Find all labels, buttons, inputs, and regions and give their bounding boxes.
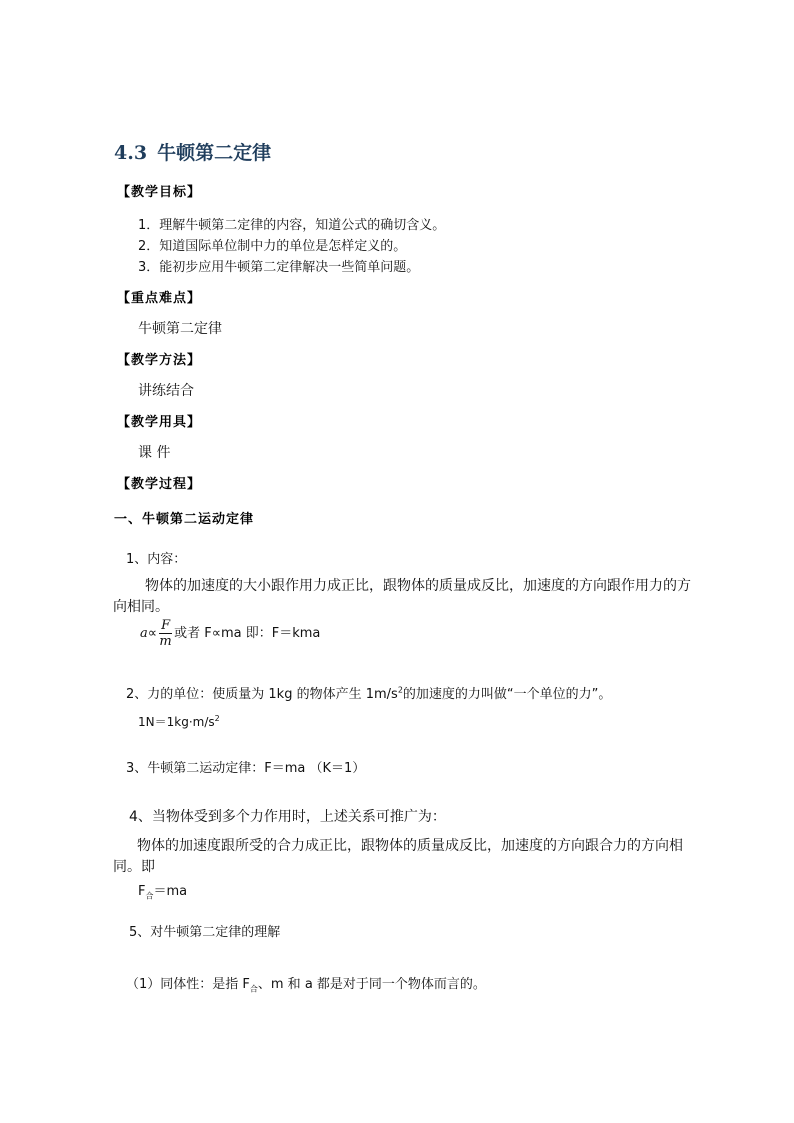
item-4-label: 4、当物体受到多个力作用时，上述关系可推广为： (129, 809, 446, 825)
goal-item-2: 2．知道国际单位制中力的单位是怎样定义的。 (138, 239, 407, 254)
header-methods: 【教学方法】 (117, 353, 202, 368)
section-number: 4.3 (114, 142, 148, 164)
item-1-label: 1、内容： (126, 552, 187, 567)
goal-item-3: 3．能初步应用牛顿第二定律解决一些简单问题。 (138, 260, 420, 275)
header-goals: 【教学目标】 (117, 185, 202, 200)
title-text: 牛顿第二定律 (157, 142, 272, 164)
tools-text: 课 件 (138, 445, 171, 461)
header-process: 【教学过程】 (117, 477, 202, 492)
item-4-content: 物体的加速度跟所受的合力成正比，跟物体的质量成反比，加速度的方向跟合力的方向相同。即 (113, 838, 683, 875)
methods-text: 讲练结合 (138, 383, 194, 399)
header-tools: 【教学用具】 (117, 415, 202, 430)
item-5-text: 5、对牛顿第二定律的理解 (129, 925, 281, 940)
force-unit-formula: $1N=1kg\cdot m/s^2$ (138, 714, 220, 729)
item-3-text: 3、牛顿第二运动定律：F＝ma （K＝1） (126, 761, 366, 776)
fraction-f-over-m: $\frac{F}{m}$ (159, 618, 172, 649)
key-points-text: 牛顿第二定律 (138, 321, 222, 337)
page-title (114, 138, 271, 165)
formula-proportional: a∝ $\frac{F}{m}$ 或者 F∝ma 即：F＝kma (140, 618, 321, 649)
item-5-1-text: （1）同体性：是指 $F_合$、m 和 a 都是对于同一个物体而言的。 (126, 977, 486, 994)
header-key-points: 【重点难点】 (117, 291, 202, 306)
section-title: 一、牛顿第二运动定律 (114, 512, 255, 527)
net-force-formula: $F_合=ma$ (138, 884, 188, 901)
goal-item-1: 1．理解牛顿第二定律的内容，知道公式的确切含义。 (138, 218, 446, 233)
item-1-content: 物体的加速度的大小跟作用力成正比，跟物体的质量成反比，加速度的方向跟作用力的方向相同。 (113, 578, 691, 615)
item-2-text: 2、力的单位：使质量为 1kg 的物体产生 $1m/s^2$的加速度的力叫做“一个单位的力”。 (126, 685, 612, 702)
